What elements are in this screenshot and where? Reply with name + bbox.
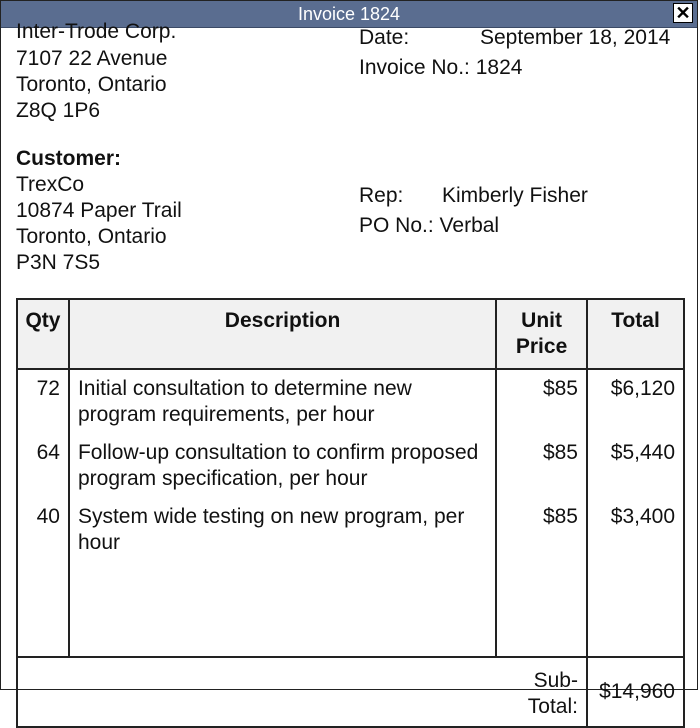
po-number: [359, 213, 499, 239]
row-description: Follow-up consultation to confirm proposed program specification, per hour: [69, 434, 496, 498]
subtotal-value: $14,960: [587, 657, 684, 727]
header-qty: Qty: [17, 299, 69, 369]
row-qty: 72: [17, 369, 69, 434]
table-row: [17, 498, 684, 562]
header-unit-price: [496, 299, 587, 369]
vendor-address-line1: 7107 22 Avenue: [16, 47, 168, 70]
row-description: Initial consultation to determine new program requirements, per hour: [69, 369, 496, 434]
customer-postal: P3N 7S5: [16, 251, 101, 274]
subtotal-label-line1: Sub-: [533, 669, 578, 692]
table-row: [17, 434, 684, 498]
po-label: PO No.:: [359, 214, 434, 237]
row-total: $5,440: [587, 434, 684, 498]
rep-value: Kimberly Fisher: [442, 184, 588, 207]
subtotal-label: [17, 657, 587, 727]
header-description: Description: [69, 299, 496, 369]
invoice-number-value: 1824: [475, 56, 523, 79]
table-row: [17, 369, 684, 434]
line-items-table: [16, 298, 685, 728]
row-description: System wide testing on new program, per hour: [69, 498, 496, 562]
row-total: $6,120: [587, 369, 684, 434]
vendor-address-line2: Toronto, Ontario: [16, 73, 167, 96]
header-unit-price-line2: Price: [515, 335, 568, 358]
row-unit-price: $85: [496, 498, 587, 562]
vendor-postal: Z8Q 1P6: [16, 99, 101, 122]
window-title: Invoice 1824: [297, 4, 401, 24]
date-label: Date:: [359, 26, 410, 49]
table-spacer-row: [17, 562, 684, 657]
row-unit-price: $85: [496, 434, 587, 498]
row-qty: 40: [17, 498, 69, 562]
customer-name: TrexCo: [16, 173, 85, 196]
date-value: September 18, 2014: [480, 26, 671, 49]
row-qty: 64: [17, 434, 69, 498]
invoice-content: [1, 20, 697, 718]
invoice-number-label: Invoice No.:: [359, 56, 470, 79]
customer-address-line1: 10874 Paper Trail: [16, 199, 182, 222]
subtotal-label-line2: Total:: [527, 695, 578, 718]
rep-label: Rep:: [359, 184, 404, 207]
customer-address-line2: Toronto, Ontario: [16, 225, 167, 248]
row-total: $3,400: [587, 498, 684, 562]
header-total: Total: [587, 299, 684, 369]
customer-heading: Customer:: [16, 147, 122, 170]
header-unit-price-line1: Unit: [521, 309, 562, 332]
close-icon[interactable]: ✕: [673, 3, 693, 23]
po-value: Verbal: [439, 214, 500, 237]
vendor-name: Inter-Trode Corp.: [16, 20, 177, 43]
invoice-number: [359, 55, 522, 81]
subtotal-row: [17, 657, 684, 727]
row-unit-price: $85: [496, 369, 587, 434]
table-header-row: [17, 299, 684, 369]
